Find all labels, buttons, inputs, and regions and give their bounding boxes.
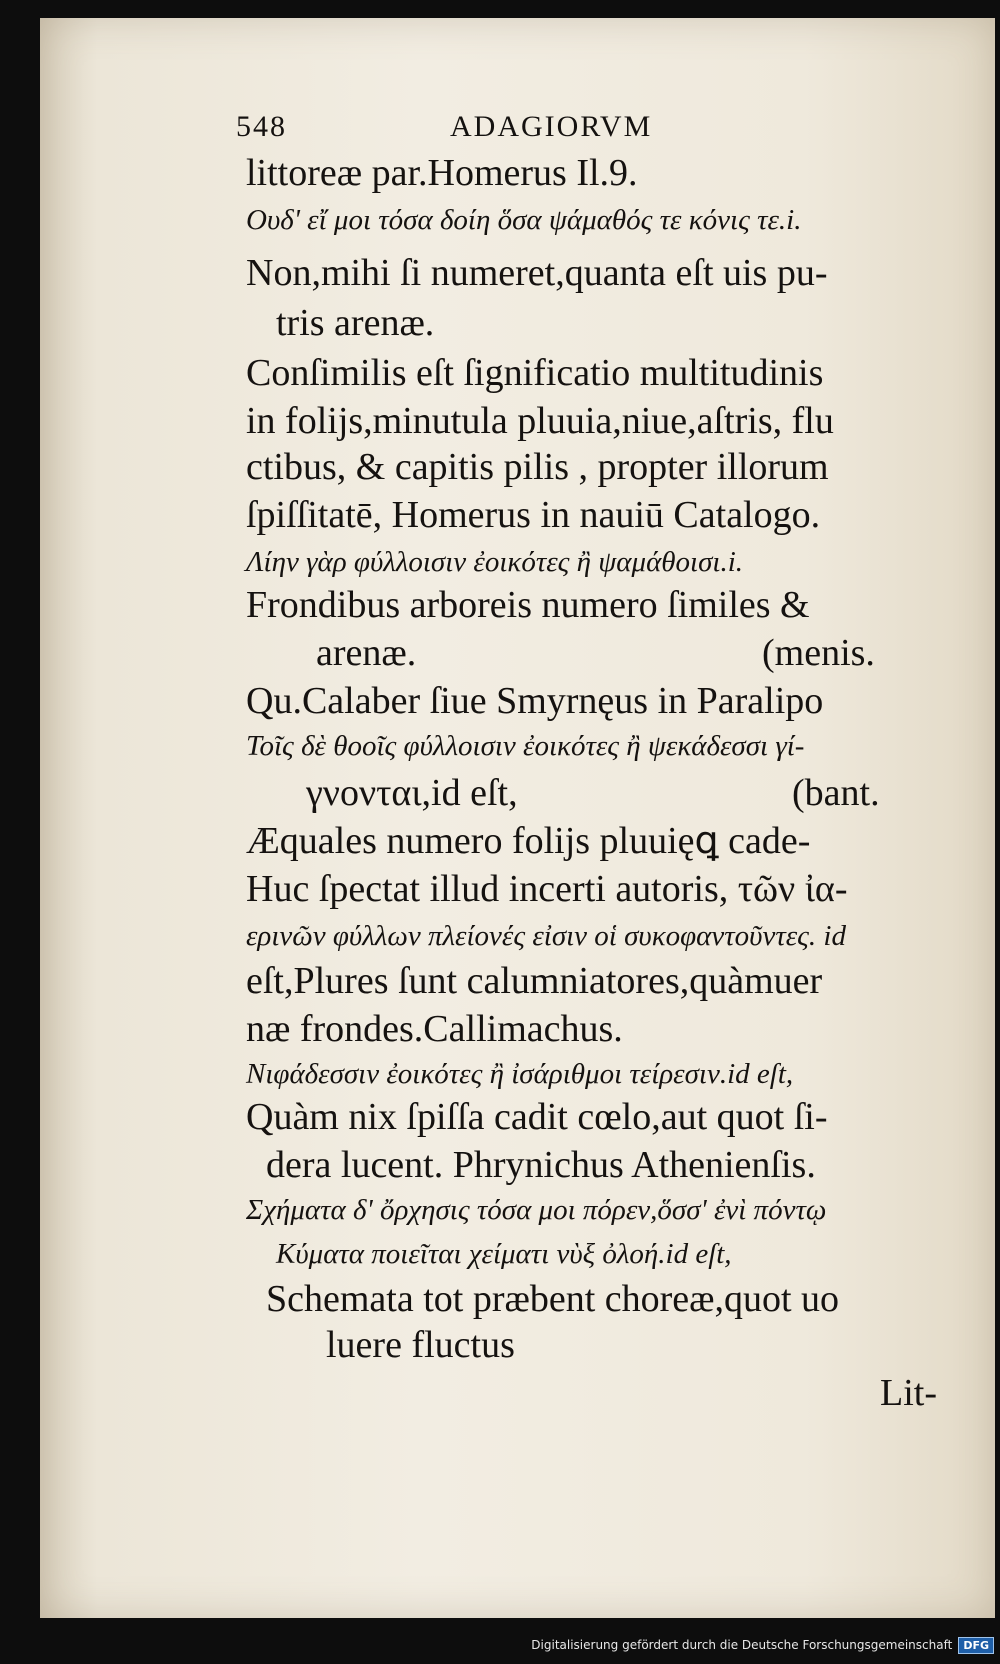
text-line: in folijs,minutula pluuia,niue,aſtris, flu [246, 400, 834, 442]
text-line: littoreæ par.Homerus Il.9. [246, 152, 638, 194]
text-line: næ frondes.Callimachus. [246, 1008, 623, 1050]
text-line: γνονται,id eſt, [306, 772, 518, 814]
book-page [40, 18, 995, 1618]
text-line-catchword: (bant. [792, 772, 880, 814]
page-text [40, 18, 995, 1618]
greek-line: Τοῖς δὲ θοοῖς φύλλοισιν ἐοικότες ἢ ψεκάδεσσι γί- [246, 730, 805, 762]
text-line: Huc ſpectat illud incerti autoris, τῶν ἰα- [246, 868, 848, 910]
text-line: dera lucent. Phrynichus Athenienſis. [266, 1144, 816, 1186]
text-line: ctibus, & capitis pilis , propter illorum [246, 446, 829, 488]
text-line: arenæ. [316, 632, 417, 674]
greek-line: Κύματα ποιεῖται χείματι νὺξ ὀλοή.id eſt, [276, 1238, 732, 1270]
greek-line: Σχήματα δ' ὄρχησις τόσα μοι πόρεν,ὅσσ' ἐνὶ πόντῳ [246, 1194, 827, 1226]
greek-line: ερινῶν φύλλων πλείονές εἰσιν οἱ συκοφαντοῦντες. id [246, 920, 846, 952]
running-head: ADAGIORVM [450, 110, 653, 143]
catchword: Lit- [880, 1372, 937, 1414]
text-line: eſt,Plures ſunt calumniatores,quàmuer [246, 960, 823, 1002]
text-line: Non,mihi ſi numeret,quanta eſt uis pu- [246, 252, 828, 294]
greek-line: Νιφάδεσσιν ἐοικότες ἢ ἰσάριθμοι τείρεσιν.id eſt, [246, 1058, 794, 1090]
digitization-credit [531, 1634, 994, 1656]
dfg-logo: DFG [958, 1637, 994, 1654]
text-line: luere fluctus [326, 1324, 515, 1366]
text-line: tris arenæ. [276, 302, 435, 344]
text-line: Qu.Calaber ſiue Smyrnęus in Paralipo [246, 680, 824, 722]
text-line: Æquales numero folijs pluuięꝗ cade- [246, 820, 811, 862]
text-line: Frondibus arboreis numero ſimiles & [246, 584, 810, 626]
text-line: Schemata tot præbent choreæ,quot uo [266, 1278, 840, 1320]
text-line: Conſimilis eſt ſignificatio multitudinis [246, 352, 824, 394]
text-line-catchword: (menis. [762, 632, 875, 674]
text-line: Quàm nix ſpiſſa cadit cœlo,aut quot ſi- [246, 1096, 828, 1138]
page-number: 548 [236, 110, 287, 143]
credit-text: Digitalisierung gefördert durch die Deutsche Forschungsgemeinschaft [531, 1638, 953, 1652]
greek-line: Λίην γὰρ φύλλοισιν ἐοικότες ἢ ψαμάθοισι.i. [246, 546, 744, 578]
greek-line: Ουδ' εἴ μοι τόσα δοίη ὅσα ψάμαθός τε κόνις τε.i. [246, 204, 802, 236]
text-line: ſpiſſitatē, Homerus in nauiū Catalogo. [246, 494, 821, 536]
